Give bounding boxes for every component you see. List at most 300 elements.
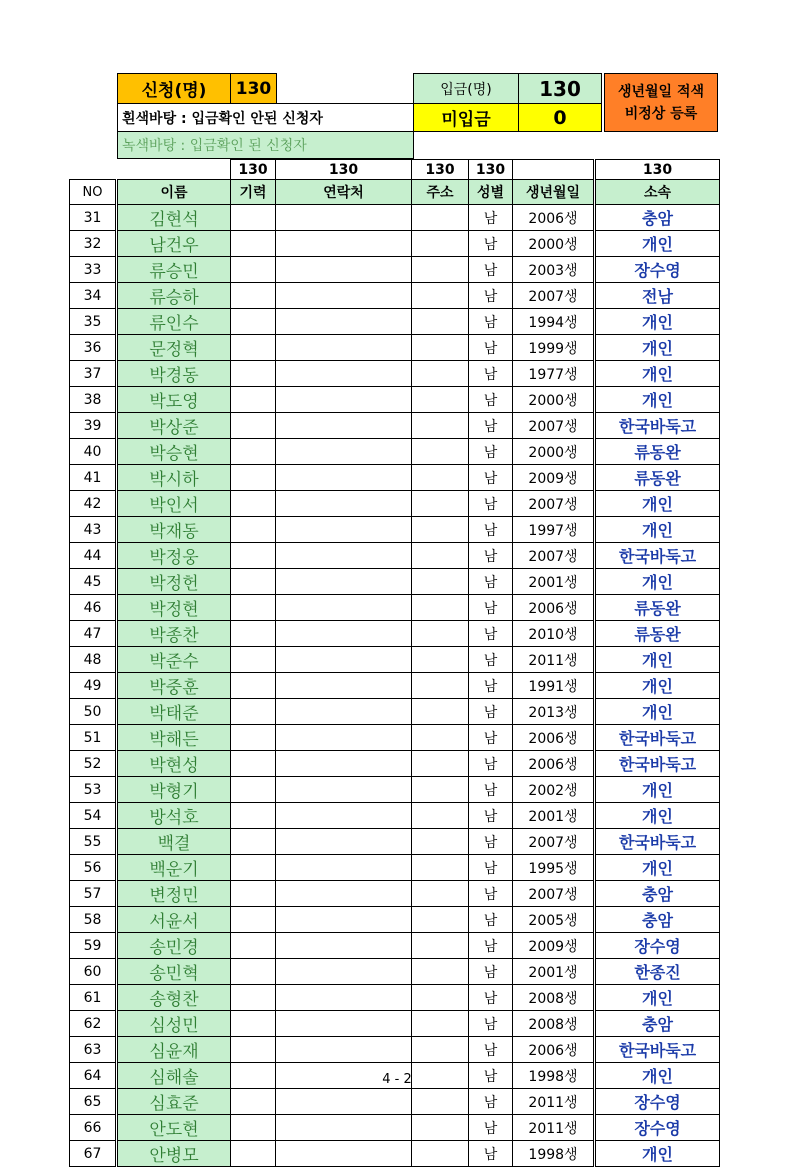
row-name: 박해든: [117, 725, 231, 751]
row-address: [412, 803, 469, 829]
header-birth: 생년월일: [513, 180, 595, 205]
row-contact: [276, 985, 412, 1011]
row-gender: 남: [469, 1141, 513, 1167]
row-affiliation: 류동완: [595, 465, 720, 491]
applicants-count: 130: [230, 73, 277, 104]
row-record: [231, 985, 276, 1011]
row-name: 심윤재: [117, 1037, 231, 1063]
header-affiliation: 소속: [595, 180, 720, 205]
row-affiliation: 류동완: [595, 595, 720, 621]
row-address: [412, 751, 469, 777]
row-record: [231, 283, 276, 309]
row-affiliation: 개인: [595, 647, 720, 673]
row-record: [231, 933, 276, 959]
row-birth: 2001생: [513, 959, 595, 985]
row-name: 안병모: [117, 1141, 231, 1167]
table-body: [70, 205, 720, 1167]
row-birth: 1991생: [513, 673, 595, 699]
row-no: 40: [70, 439, 117, 465]
header-contact: 연락처: [276, 180, 412, 205]
row-gender: 남: [469, 959, 513, 985]
row-birth: 2013생: [513, 699, 595, 725]
row-name: 류승민: [117, 257, 231, 283]
row-record: [231, 1141, 276, 1167]
table-row: [70, 751, 720, 777]
row-birth: 2000생: [513, 231, 595, 257]
table-row: [70, 413, 720, 439]
paid-count: 130: [518, 73, 602, 104]
row-gender: 남: [469, 309, 513, 335]
table-row: [70, 205, 720, 231]
row-gender: 남: [469, 933, 513, 959]
row-affiliation: 개인: [595, 231, 720, 257]
row-address: [412, 621, 469, 647]
row-address: [412, 205, 469, 231]
row-gender: 남: [469, 985, 513, 1011]
row-name: 박승현: [117, 439, 231, 465]
row-affiliation: 장수영: [595, 933, 720, 959]
row-gender: 남: [469, 361, 513, 387]
row-affiliation: 한국바둑고: [595, 725, 720, 751]
row-no: 32: [70, 231, 117, 257]
note-green: 녹색바탕 : 입금확인 된 신청자: [117, 131, 414, 159]
row-name: 박준수: [117, 647, 231, 673]
row-affiliation: 류동완: [595, 439, 720, 465]
row-birth: 1994생: [513, 309, 595, 335]
row-gender: 남: [469, 335, 513, 361]
row-contact: [276, 777, 412, 803]
row-contact: [276, 517, 412, 543]
row-affiliation: 한국바둑고: [595, 1037, 720, 1063]
table-row: [70, 907, 720, 933]
row-no: 59: [70, 933, 117, 959]
row-name: 백운기: [117, 855, 231, 881]
table-row: [70, 621, 720, 647]
row-contact: [276, 595, 412, 621]
row-gender: 남: [469, 517, 513, 543]
row-gender: 남: [469, 543, 513, 569]
row-no: 58: [70, 907, 117, 933]
row-address: [412, 985, 469, 1011]
header-address: 주소: [412, 180, 469, 205]
row-record: [231, 803, 276, 829]
table-row: [70, 361, 720, 387]
row-birth: 2006생: [513, 205, 595, 231]
row-birth: 1997생: [513, 517, 595, 543]
row-no: 41: [70, 465, 117, 491]
row-record: [231, 621, 276, 647]
row-affiliation: 충암: [595, 1011, 720, 1037]
row-record: [231, 959, 276, 985]
row-birth: 2007생: [513, 829, 595, 855]
row-address: [412, 881, 469, 907]
row-gender: 남: [469, 699, 513, 725]
row-name: 박중훈: [117, 673, 231, 699]
row-affiliation: 개인: [595, 855, 720, 881]
row-contact: [276, 283, 412, 309]
row-affiliation: 개인: [595, 335, 720, 361]
header-gender: 성별: [469, 180, 513, 205]
row-name: 박현성: [117, 751, 231, 777]
row-gender: 남: [469, 569, 513, 595]
table-row: [70, 777, 720, 803]
row-no: 60: [70, 959, 117, 985]
row-name: 심성민: [117, 1011, 231, 1037]
row-address: [412, 1141, 469, 1167]
row-record: [231, 1037, 276, 1063]
table-row: [70, 595, 720, 621]
row-affiliation: 충암: [595, 881, 720, 907]
row-birth: 2001생: [513, 803, 595, 829]
row-address: [412, 595, 469, 621]
row-gender: 남: [469, 881, 513, 907]
row-name: 박형기: [117, 777, 231, 803]
row-birth: 2011생: [513, 1115, 595, 1141]
row-address: [412, 699, 469, 725]
page-number: 4 - 2: [382, 1072, 412, 1087]
row-birth: 1999생: [513, 335, 595, 361]
row-gender: 남: [469, 725, 513, 751]
row-affiliation: 개인: [595, 569, 720, 595]
table-row: [70, 1115, 720, 1141]
row-record: [231, 881, 276, 907]
row-record: [231, 907, 276, 933]
row-birth: 2008생: [513, 985, 595, 1011]
paid-label: 입금(명): [413, 73, 519, 104]
row-record: [231, 855, 276, 881]
row-record: [231, 673, 276, 699]
row-address: [412, 959, 469, 985]
row-name: 박상준: [117, 413, 231, 439]
row-affiliation: 개인: [595, 777, 720, 803]
row-no: 66: [70, 1115, 117, 1141]
table-row: [70, 257, 720, 283]
row-contact: [276, 335, 412, 361]
row-gender: 남: [469, 1115, 513, 1141]
row-name: 방석호: [117, 803, 231, 829]
row-name: 박도영: [117, 387, 231, 413]
warning-line-1: 생년월일 적색: [617, 83, 705, 100]
note-white: 흰색바탕 : 입금확인 안된 신청자: [117, 103, 414, 132]
row-no: 62: [70, 1011, 117, 1037]
row-affiliation: 개인: [595, 985, 720, 1011]
table-row: [70, 309, 720, 335]
row-contact: [276, 387, 412, 413]
row-record: [231, 465, 276, 491]
row-name: 변정민: [117, 881, 231, 907]
table-row: [70, 465, 720, 491]
row-gender: 남: [469, 231, 513, 257]
row-birth: 2006생: [513, 725, 595, 751]
row-name: 박인서: [117, 491, 231, 517]
row-contact: [276, 647, 412, 673]
row-gender: 남: [469, 283, 513, 309]
row-contact: [276, 1037, 412, 1063]
row-address: [412, 907, 469, 933]
row-name: 송형찬: [117, 985, 231, 1011]
row-affiliation: 전남: [595, 283, 720, 309]
table-row: [70, 699, 720, 725]
row-affiliation: 개인: [595, 387, 720, 413]
row-contact: [276, 881, 412, 907]
row-affiliation: 충암: [595, 907, 720, 933]
row-name: 안도현: [117, 1115, 231, 1141]
applicants-label: 신청(명): [117, 73, 231, 104]
table-row: [70, 231, 720, 257]
row-name: 문정혁: [117, 335, 231, 361]
row-birth: 2007생: [513, 543, 595, 569]
row-address: [412, 1089, 469, 1115]
header-record: 기력: [231, 180, 276, 205]
row-gender: 남: [469, 1089, 513, 1115]
row-no: 54: [70, 803, 117, 829]
row-no: 37: [70, 361, 117, 387]
row-birth: 2003생: [513, 257, 595, 283]
row-record: [231, 1115, 276, 1141]
table-row: [70, 673, 720, 699]
row-birth: 2006생: [513, 595, 595, 621]
row-record: [231, 491, 276, 517]
header-row: [70, 180, 720, 205]
row-name: 박정헌: [117, 569, 231, 595]
row-contact: [276, 673, 412, 699]
warning-line-2: 비정상 등록: [624, 105, 698, 122]
row-affiliation: 한국바둑고: [595, 751, 720, 777]
row-affiliation: 장수영: [595, 1115, 720, 1141]
row-address: [412, 777, 469, 803]
table-row: [70, 855, 720, 881]
row-birth: 2009생: [513, 465, 595, 491]
row-contact: [276, 439, 412, 465]
row-record: [231, 1011, 276, 1037]
row-affiliation: 개인: [595, 1141, 720, 1167]
row-contact: [276, 543, 412, 569]
row-name: 심효준: [117, 1089, 231, 1115]
row-contact: [276, 309, 412, 335]
row-gender: 남: [469, 387, 513, 413]
gender-count: 130: [469, 160, 513, 180]
row-address: [412, 491, 469, 517]
table-row: [70, 283, 720, 309]
row-affiliation: 장수영: [595, 257, 720, 283]
birth-count-blank: [513, 160, 595, 180]
row-no: 47: [70, 621, 117, 647]
row-record: [231, 751, 276, 777]
row-record: [231, 569, 276, 595]
row-address: [412, 933, 469, 959]
table-row: [70, 881, 720, 907]
row-gender: 남: [469, 907, 513, 933]
row-contact: [276, 933, 412, 959]
row-record: [231, 517, 276, 543]
row-no: 38: [70, 387, 117, 413]
table-row: [70, 439, 720, 465]
row-affiliation: 개인: [595, 309, 720, 335]
row-contact: [276, 1011, 412, 1037]
row-record: [231, 335, 276, 361]
row-record: [231, 647, 276, 673]
row-contact: [276, 829, 412, 855]
row-name: 김현석: [117, 205, 231, 231]
row-record: [231, 361, 276, 387]
row-address: [412, 725, 469, 751]
row-address: [412, 387, 469, 413]
row-address: [412, 1037, 469, 1063]
row-name: 백결: [117, 829, 231, 855]
row-birth: 2006생: [513, 751, 595, 777]
row-contact: [276, 855, 412, 881]
row-name: 박시하: [117, 465, 231, 491]
row-birth: 2000생: [513, 439, 595, 465]
row-no: 67: [70, 1141, 117, 1167]
table-row: [70, 569, 720, 595]
row-no: 52: [70, 751, 117, 777]
row-contact: [276, 465, 412, 491]
row-address: [412, 569, 469, 595]
row-address: [412, 647, 469, 673]
row-name: 박종찬: [117, 621, 231, 647]
row-address: [412, 517, 469, 543]
table-row: [70, 985, 720, 1011]
row-gender: 남: [469, 257, 513, 283]
row-no: 55: [70, 829, 117, 855]
row-birth: 2001생: [513, 569, 595, 595]
row-no: 57: [70, 881, 117, 907]
row-gender: 남: [469, 465, 513, 491]
row-name: 심해솔: [117, 1063, 231, 1089]
row-name: 박재동: [117, 517, 231, 543]
table-row: [70, 1037, 720, 1063]
row-no: 51: [70, 725, 117, 751]
row-gender: 남: [469, 205, 513, 231]
row-contact: [276, 907, 412, 933]
row-gender: 남: [469, 1011, 513, 1037]
row-contact: [276, 1115, 412, 1141]
row-birth: 1998생: [513, 1141, 595, 1167]
table-row: [70, 647, 720, 673]
row-name: 송민경: [117, 933, 231, 959]
row-contact: [276, 205, 412, 231]
table-row: [70, 1011, 720, 1037]
row-address: [412, 1115, 469, 1141]
table-row: [70, 829, 720, 855]
table-row: [70, 517, 720, 543]
row-gender: 남: [469, 621, 513, 647]
row-record: [231, 595, 276, 621]
row-contact: [276, 1141, 412, 1167]
row-no: 53: [70, 777, 117, 803]
row-no: 35: [70, 309, 117, 335]
row-record: [231, 257, 276, 283]
row-birth: 1995생: [513, 855, 595, 881]
row-name: 남건우: [117, 231, 231, 257]
table-row: [70, 387, 720, 413]
row-birth: 2002생: [513, 777, 595, 803]
row-affiliation: 개인: [595, 491, 720, 517]
row-affiliation: 한국바둑고: [595, 829, 720, 855]
table-row: [70, 1141, 720, 1167]
unpaid-label: 미입금: [413, 103, 519, 132]
row-contact: [276, 361, 412, 387]
row-gender: 남: [469, 855, 513, 881]
row-affiliation: 개인: [595, 673, 720, 699]
row-affiliation: 한종진: [595, 959, 720, 985]
row-gender: 남: [469, 647, 513, 673]
table-row: [70, 933, 720, 959]
table-row: [70, 725, 720, 751]
row-no: 44: [70, 543, 117, 569]
row-affiliation: 류동완: [595, 621, 720, 647]
row-gender: 남: [469, 595, 513, 621]
row-birth: 2009생: [513, 933, 595, 959]
row-address: [412, 673, 469, 699]
row-contact: [276, 621, 412, 647]
table-row: [70, 803, 720, 829]
row-gender: 남: [469, 439, 513, 465]
row-affiliation: 개인: [595, 517, 720, 543]
row-no: 61: [70, 985, 117, 1011]
row-address: [412, 543, 469, 569]
row-birth: 2008생: [513, 1011, 595, 1037]
row-contact: [276, 699, 412, 725]
row-affiliation: 개인: [595, 699, 720, 725]
row-affiliation: 충암: [595, 205, 720, 231]
row-gender: 남: [469, 777, 513, 803]
row-contact: [276, 751, 412, 777]
affiliation-count: 130: [595, 160, 720, 180]
row-birth: 2007생: [513, 881, 595, 907]
row-record: [231, 309, 276, 335]
row-record: [231, 725, 276, 751]
row-affiliation: 개인: [595, 361, 720, 387]
row-address: [412, 309, 469, 335]
row-birth: 2007생: [513, 283, 595, 309]
row-address: [412, 855, 469, 881]
row-address: [412, 335, 469, 361]
row-birth: 2007생: [513, 413, 595, 439]
row-no: 56: [70, 855, 117, 881]
row-birth: 1977생: [513, 361, 595, 387]
row-record: [231, 777, 276, 803]
row-no: 65: [70, 1089, 117, 1115]
header-name: 이름: [117, 180, 231, 205]
row-birth: 2000생: [513, 387, 595, 413]
row-address: [412, 361, 469, 387]
row-no: 42: [70, 491, 117, 517]
row-no: 31: [70, 205, 117, 231]
row-record: [231, 829, 276, 855]
row-address: [412, 829, 469, 855]
row-address: [412, 1011, 469, 1037]
row-contact: [276, 569, 412, 595]
row-contact: [276, 257, 412, 283]
row-contact: [276, 413, 412, 439]
row-name: 박정현: [117, 595, 231, 621]
row-birth: 2010생: [513, 621, 595, 647]
row-affiliation: 장수영: [595, 1089, 720, 1115]
row-no: 63: [70, 1037, 117, 1063]
row-contact: [276, 725, 412, 751]
row-record: [231, 543, 276, 569]
row-birth: 2006생: [513, 1037, 595, 1063]
count-row: [70, 160, 720, 180]
applicant-table: [69, 159, 720, 1167]
row-gender: 남: [469, 751, 513, 777]
row-name: 류인수: [117, 309, 231, 335]
record-count: 130: [231, 160, 276, 180]
row-affiliation: 개인: [595, 1063, 720, 1089]
row-affiliation: 한국바둑고: [595, 413, 720, 439]
